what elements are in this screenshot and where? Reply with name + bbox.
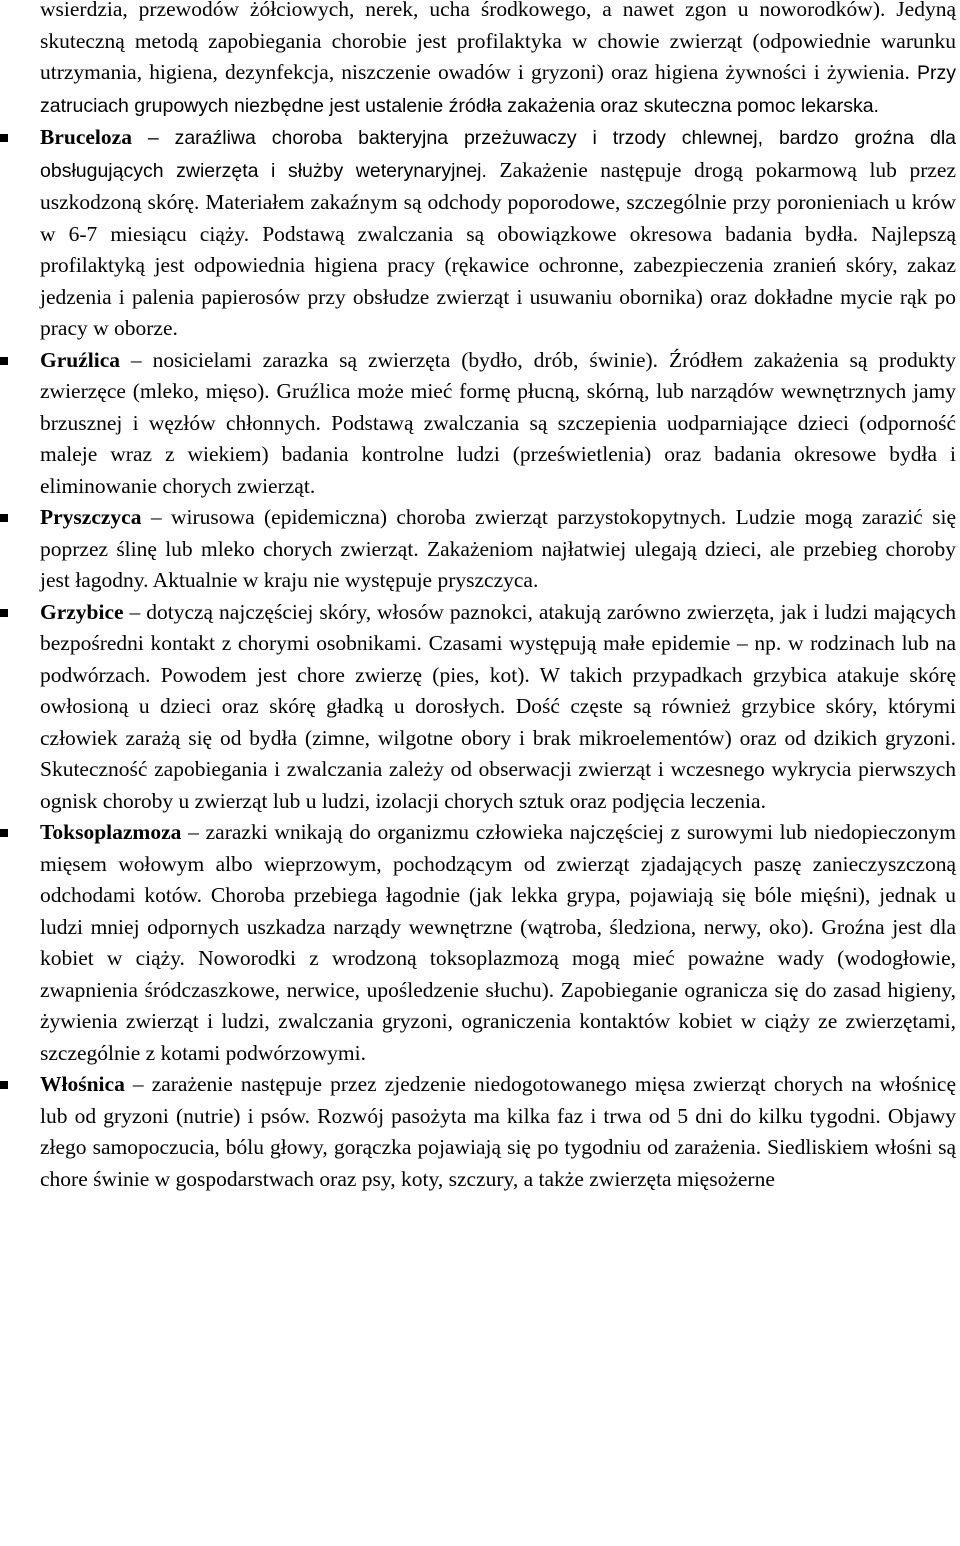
list-item-toksoplazmoza <box>0 817 960 1069</box>
term-description: – nosicielami zarazka są zwierzęta (bydło, drób, świnie). Źródłem zakażenia są produkty zwierzęce (mleko, mięso). Gruźlica może mieć formę płucną, skórną, lub narządów wewnętrznych jamy brzusznej i węzłów chłonnych. Podstawą zwalczania są szczepienia uodparniające dzieci (odporność maleje wraz z wiekiem) badania kontrolne ludzi (prześwietlenia) oraz badania okresowe bydła i eliminowanie chorych zwierząt. <box>40 347 956 498</box>
intro-paragraph <box>0 0 960 122</box>
square-bullet-icon <box>0 609 8 617</box>
list-item-gruzlica <box>0 345 960 503</box>
list-item-text <box>40 1069 956 1195</box>
term-definition-sans: – zaraźliwa choroba bakteryjna przeżuwaczy i trzody chlewnej, bardzo groźna dla obsługujących zwierzęta i służby weterynaryjnej. <box>40 127 956 182</box>
intro-text-sans: Przy zatruciach grupowych niezbędne jest ustalenie źródła zakażenia oraz skuteczna pomoc lekarska. <box>40 62 957 117</box>
list-item-grzybice <box>0 597 960 818</box>
list-item-text <box>40 122 956 345</box>
term-heading: Włośnica <box>40 1072 125 1096</box>
list-item-text <box>40 597 956 818</box>
term-description: – dotyczą najczęściej skóry, włosów paznokci, atakują zarówno zwierzęta, jak i ludzi mających bezpośredni kontakt z chorymi osobnikami. Czasami występują małe epidemie – np. w rodzinach lub na podwórzach. Powodem jest chore zwierzę (pies, kot). W takich przypadkach grzybica atakuje skórę owłosioną u dzieci oraz skórę gładką u dorosłych. Dość częste są również grzybice skóry, którymi człowiek zarażą się od bydła (zimne, wilgotne obory i brak mikroelementów) oraz od dzikich gryzoni. Skuteczność zapobiegania i zwalczania zależy od obserwacji zwierząt i wczesnego wykrycia pierwszych ognisk choroby u zwierząt lub u ludzi, izolacji chorych sztuk oraz podjęcia leczenia. <box>40 599 956 813</box>
list-item-pryszczyca <box>0 502 960 597</box>
list-item-text <box>40 817 956 1069</box>
list-item-text <box>40 345 956 503</box>
term-heading: Bruceloza <box>40 125 132 149</box>
list-item-text <box>40 502 956 597</box>
term-heading: Toksoplazmoza <box>40 820 182 844</box>
term-description: – zarażenie następuje przez zjedzenie niedogotowanego mięsa zwierząt chorych na włośnicę lub od gryzoni (nutrie) i psów. Rozwój pasożyta ma kilka faz i trwa od 5 dni do kilku tygodni. Objawy złego samopoczucia, bólu głowy, gorączka pojawiają się po tygodniu od zarażenia. Siedliskiem włośni są chore świnie w gospodarstwach oraz psy, koty, szczury, a także zwierzęta mięsożerne <box>40 1072 956 1191</box>
term-description: Zakażenie następuje drogą pokarmową lub przez uszkodzoną skórę. Materiałem zakaźnym są odchody poporodowe, szczególnie przy poronieniach u krów w 6-7 miesiącu ciąży. Podstawą zwalczania są obowiązkowe okresowa badania bydła. Najlepszą profilaktyką jest odpowiednia higiena pracy (rękawice ochronne, zabezpieczenia zranień skóry, zakaz jedzenia i palenia papierosów przy obsłudze zwierząt i usuwaniu obornika) oraz dokładne mycie rąk po pracy w oborze. <box>40 157 956 340</box>
square-bullet-icon <box>0 514 8 522</box>
list-item-bruceloza <box>0 122 960 345</box>
square-bullet-icon <box>0 829 8 837</box>
square-bullet-icon <box>0 134 8 142</box>
square-bullet-icon <box>0 1081 8 1089</box>
term-heading: Gruźlica <box>40 347 121 372</box>
square-bullet-icon <box>0 357 8 365</box>
intro-text: wsierdzia, przewodów żółciowych, nerek, ucha środkowego, a nawet zgon u noworodków). Jedyną skuteczną metodą zapobiegania chorobie jest profilaktyka w chowie zwierząt (odpowiednie warunku utrzymania, higiena, dezynfekcja, niszczenie owadów i gryzoni) oraz higiena żywności i żywienia. <box>40 0 956 84</box>
term-description: – wirusowa (epidemiczna) choroba zwierząt parzystokopytnych. Ludzie mogą zarazić się poprzez ślinę lub mleko chorych zwierząt. Zakażeniom najłatwiej ulegają dzieci, ale przebieg choroby jest łagodny. Aktualnie w kraju nie występuje pryszczyca. <box>40 505 956 592</box>
term-heading: Grzybice <box>40 599 124 624</box>
term-heading: Pryszczyca <box>40 505 142 529</box>
list-item-wlosnica <box>0 1069 960 1195</box>
term-description: – zarazki wnikają do organizmu człowieka najczęściej z surowymi lub niedopieczonym mięsem wołowym albo wieprzowym, pochodzącym od zwierząt zjadających paszę zanieczyszczoną odchodami kotów. Choroba przebiega łagodnie (jak lekka grypa, pojawiają się bóle mięśni), jednak u ludzi mniej odpornych uszkadza narządy wewnętrzne (wątroba, śledziona, nerwy, oko). Groźna jest dla kobiet w ciąży. Noworodki z wrodzoną toksoplazmozą mogą mieć poważne wady (wodogłowie, zwapnienia śródczaszkowe, nerwice, upośledzenie słuchu). Zapobieganie ogranicza się do zasad higieny, żywienia zwierząt i ludzi, zwalczania gryzoni, ograniczenia kontaktów kobiet w ciąży ze zwierzętami, szczególnie z kotami podwórzowymi. <box>40 820 956 1065</box>
